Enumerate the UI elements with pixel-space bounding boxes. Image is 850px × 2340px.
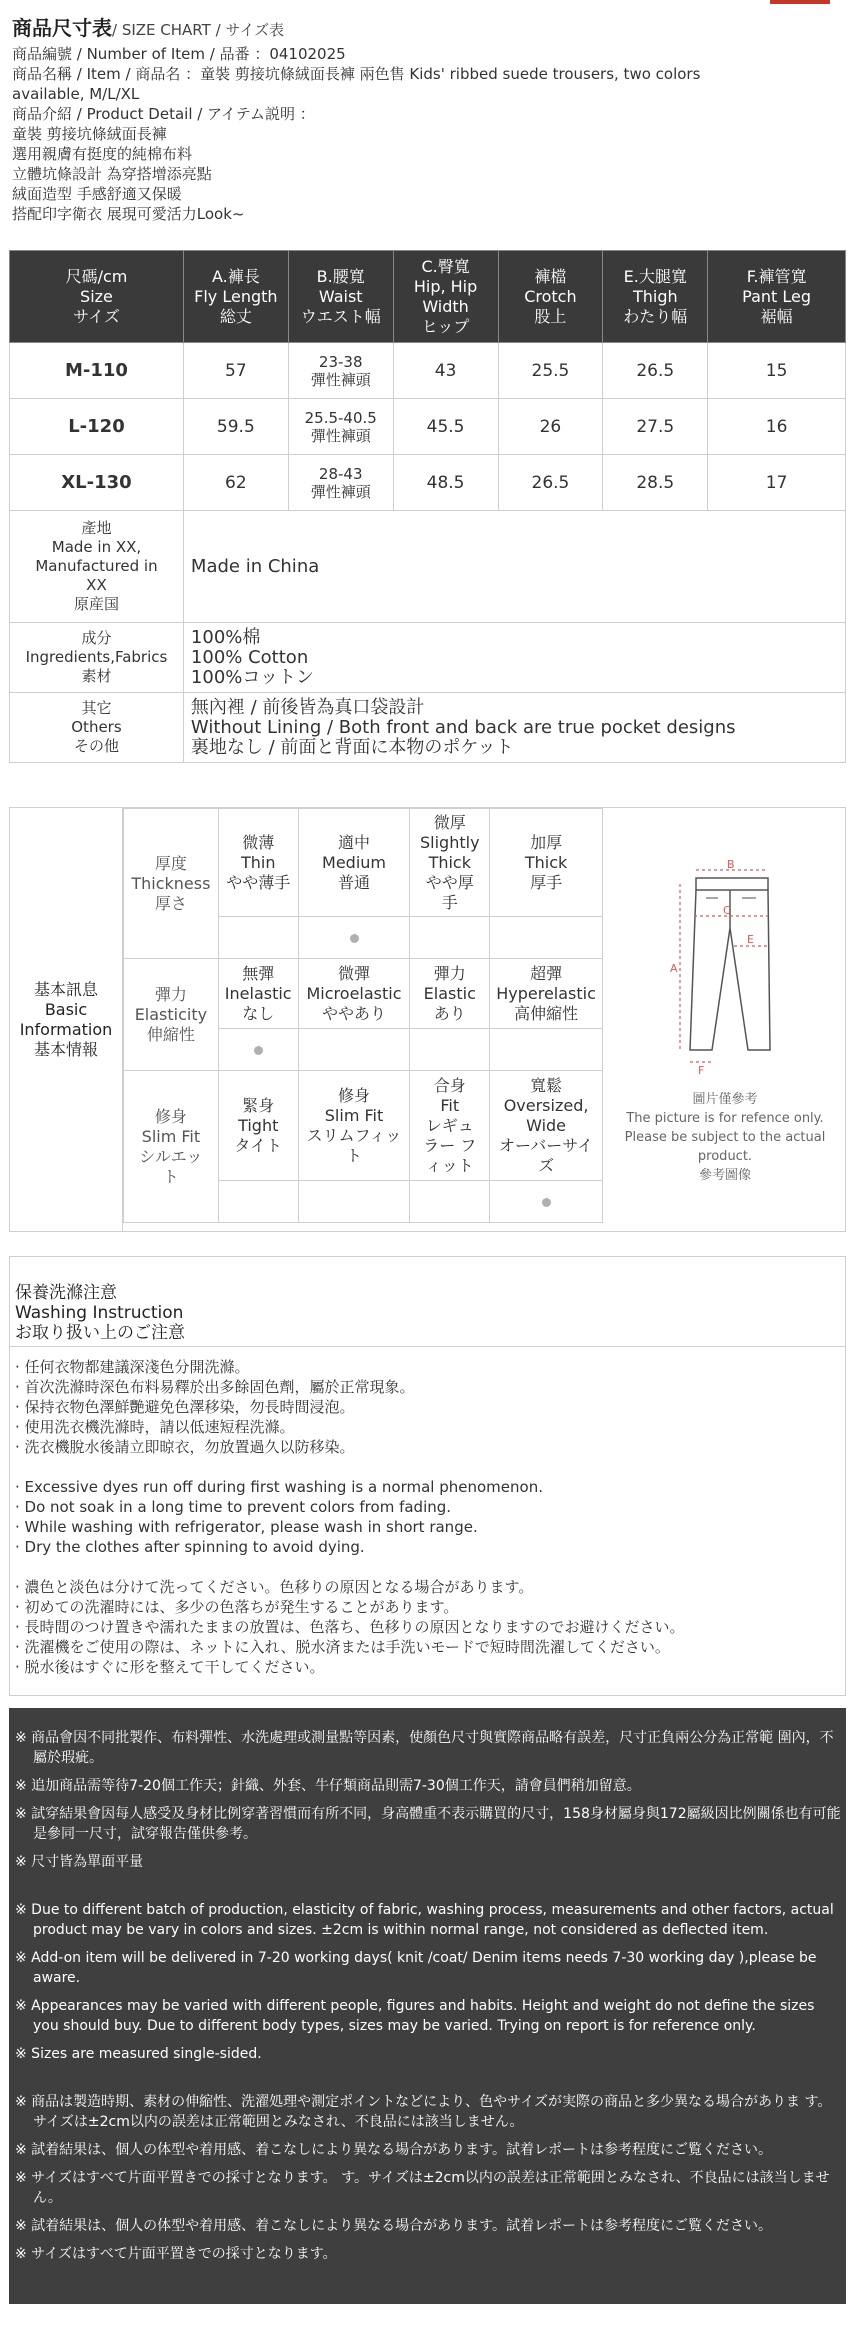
info-line: available, M/L/XL — [12, 85, 140, 103]
diagram-letter-b: B — [727, 858, 735, 871]
title-en: / SIZE CHART / サイズ表 — [112, 21, 285, 39]
info-line: 童裝 剪接坑條絨面長褲 — [12, 125, 167, 143]
length-cell: 57 — [183, 343, 288, 399]
info-line: 商品編號 / Number of Item / 品番 ：04102025 — [12, 45, 346, 63]
wash-line: · 使用洗衣機洗滌時，請以低速短程洗滌。 — [15, 1418, 295, 1436]
fit-dot-cell — [218, 1181, 298, 1223]
col-header-hip: C.臀寬 Hip, Hip Width ヒップ — [393, 251, 498, 343]
col-header-size: 尺碼/cm Size サイズ — [10, 251, 184, 343]
wash-line: · 保持衣物色澤鮮艷避免色澤移染，勿長時間浸泡。 — [15, 1398, 355, 1416]
origin-row — [10, 511, 846, 623]
col-header-thigh: E.大腿寬 Thigh わたり幅 — [603, 251, 708, 343]
elasticity-label: 彈力 Elasticity 伸縮性 — [124, 959, 219, 1071]
elasticity-dot-cell — [410, 1029, 490, 1071]
elasticity-option-elastic: 彈力 Elastic あり — [410, 959, 490, 1029]
corner-tab — [770, 0, 830, 4]
thickness-label: 厚度 Thickness 厚さ — [124, 809, 219, 959]
others-value: 無內裡 / 前後皆為真口袋設計 Without Lining / Both front and back are true pocket designs 裏地なし / 前面と背面に本物のポケット — [183, 693, 845, 763]
col-header-leg: F.褲管寬 Pant Leg 裾幅 — [708, 251, 846, 343]
elasticity-dot-cell — [490, 1029, 603, 1071]
thickness-option-slightly-thick: 微厚 Slightly Thick やや厚 手 — [410, 809, 490, 917]
attribute-table — [123, 808, 603, 1223]
waist-cell: 23-38 彈性褲頭 — [288, 343, 393, 399]
diagram-letter-f: F — [698, 1064, 705, 1077]
wash-line: · 洗衣機脫水後請立即晾衣，勿放置過久以防移染。 — [15, 1438, 355, 1456]
table-row — [10, 343, 846, 399]
diagram-letter-a: A — [670, 962, 678, 975]
note-item: ※ 追加商品需等待7-20個工作天；針織、外套、牛仔類商品則需7-30個工作天，請會員們稍加留意。 — [15, 1778, 641, 1794]
thigh-cell: 28.5 — [603, 455, 708, 511]
origin-value: Made in China — [183, 511, 845, 623]
fit-dot-cell — [410, 1181, 490, 1223]
wash-line: · 首次洗滌時深色布料易釋於出多餘固色劑，屬於正常現象。 — [15, 1378, 415, 1396]
diagram-letter-e: E — [747, 933, 754, 946]
elasticity-row — [124, 959, 603, 1029]
hip-cell: 43 — [393, 343, 498, 399]
wash-line: · 初めての洗濯時には、多少の色落ちが発生することがあります。 — [15, 1598, 459, 1616]
crotch-cell: 25.5 — [498, 343, 603, 399]
diagram-caption: 圖片僅參考 The picture is for refence only. Please be subject to the actual product. 參考圖像 — [624, 1092, 826, 1183]
elasticity-option-hyper: 超彈 Hyperelastic 高伸縮性 — [490, 959, 603, 1029]
info-line: 商品名稱 / Item / 商品名 ：童裝 剪接坑條絨面長褲 兩色售 Kids' ribbed suede trousers, two colors — [12, 65, 701, 83]
fit-dot-cell — [490, 1181, 603, 1223]
fit-option-slim: 修身 Slim Fit スリムフィッ ト — [298, 1071, 410, 1181]
note-item: ※ サイズはすべて片面平置きでの採寸となります。 す。サイズは±2cm以内の誤差は正常範囲とみなされ、不良品には該当しません。 — [15, 2170, 830, 2206]
fit-label: 修身 Slim Fit シルエッ ト — [124, 1071, 219, 1223]
elasticity-option-inelastic: 無彈 Inelastic なし — [218, 959, 298, 1029]
info-line: 絨面造型 手感舒適又保暖 — [12, 185, 182, 203]
wash-line: · Excessive dyes run off during first washing is a normal phenomenon. — [15, 1478, 543, 1496]
thickness-option-thin: 微薄 Thin やや薄手 — [218, 809, 298, 917]
thickness-dot-cell — [218, 917, 298, 959]
elasticity-dot-cell — [218, 1029, 298, 1071]
note-item: ※ Add-on item will be delivered in 7-20 working days( knit /coat/ Denim items needs 7-30 working day ),please be aware. — [15, 1950, 817, 1986]
note-item: ※ サイズはすべて片面平置きでの採寸となります。 — [15, 2246, 337, 2262]
diagram-letter-c: C — [723, 904, 731, 917]
product-info — [12, 44, 838, 224]
wash-line: · Dry the clothes after spinning to avoid dying. — [15, 1538, 365, 1556]
washing-instructions — [10, 1347, 845, 1677]
others-label: 其它 Others その他 — [10, 693, 184, 763]
fit-option-fit: 合身 Fit レギュ ラー フ ィット — [410, 1071, 490, 1181]
thickness-dot-cell — [410, 917, 490, 959]
col-header-crotch: 褲檔 Crotch 股上 — [498, 251, 603, 343]
elasticity-dot-cell — [298, 1029, 410, 1071]
fit-row — [124, 1071, 603, 1181]
washing-title: 保養洗滌注意 Washing Instruction お取り扱い上のご注意 — [10, 1257, 845, 1347]
wash-line: · While washing with refrigerator, please wash in short range. — [15, 1518, 478, 1536]
waist-cell: 25.5-40.5 彈性褲頭 — [288, 399, 393, 455]
selected-dot — [350, 934, 359, 943]
others-row — [10, 693, 846, 763]
header — [0, 0, 850, 224]
fit-option-tight: 緊身 Tight タイト — [218, 1071, 298, 1181]
table-header-row — [10, 251, 846, 343]
ingredients-row — [10, 623, 846, 693]
ingredients-label: 成分 Ingredients,Fabrics 素材 — [10, 623, 184, 693]
waist-cell: 28-43 彈性褲頭 — [288, 455, 393, 511]
fit-dot-cell — [298, 1181, 410, 1223]
selected-dot — [254, 1046, 263, 1055]
col-header-length: A.褲長 Fly Length 総丈 — [183, 251, 288, 343]
thickness-option-medium: 適中 Medium 普通 — [298, 809, 410, 917]
fit-option-oversized: 寬鬆 Oversized, Wide オーバーサイ ズ — [490, 1071, 603, 1181]
info-line: 商品介紹 / Product Detail / アイテム説明 ： — [12, 105, 315, 123]
leg-cell: 17 — [708, 455, 846, 511]
length-cell: 62 — [183, 455, 288, 511]
notes-section — [9, 1708, 846, 2304]
note-item: ※ 試穿結果會因每人感受及身材比例穿著習慣而有所不同，身高體重不表示購買的尺寸，158身材屬身與172屬級因比例關係也有可能是參同一尺寸，試穿報告僅供參考。 — [15, 1806, 841, 1842]
page-title — [12, 16, 838, 42]
col-header-waist: B.腰寬 Waist ウエスト幅 — [288, 251, 393, 343]
basic-info-label: 基本訊息 Basic Information 基本情報 — [10, 808, 123, 1231]
table-row — [10, 399, 846, 455]
note-item: ※ Sizes are measured single-sided. — [15, 2046, 262, 2062]
ingredients-value: 100%棉 100% Cotton 100%コットン — [183, 623, 845, 693]
note-item: ※ 商品會因不同批製作、布料彈性、水洗處理或測量點等因素，使顏色尺寸與實際商品略有誤差，尺寸正負兩公分為正常範 圍內，不屬於瑕疵。 — [15, 1730, 834, 1766]
size-cell: L-120 — [10, 399, 184, 455]
info-line: 立體坑條設計 為穿搭增添亮點 — [12, 165, 212, 183]
thickness-dot-cell — [298, 917, 410, 959]
size-cell: XL-130 — [10, 455, 184, 511]
origin-label: 產地 Made in XX, Manufactured in XX 原産国 — [10, 511, 184, 623]
leg-cell: 15 — [708, 343, 846, 399]
wash-line: · 濃色と淡色は分けて洗ってください。色移りの原因となる場合があります。 — [15, 1578, 534, 1596]
wash-line: · 洗濯機をご使用の際は、ネットに入れ、脱水済または手洗いモードで短時間洗濯してください。 — [15, 1638, 670, 1656]
info-line: 選用親膚有挺度的純棉布料 — [12, 145, 193, 163]
size-chart-table — [9, 250, 846, 763]
wash-line: · Do not soak in a long time to prevent colors from fading. — [15, 1498, 452, 1516]
size-cell: M-110 — [10, 343, 184, 399]
title-zh: 商品尺寸表 — [12, 16, 112, 40]
leg-cell: 16 — [708, 399, 846, 455]
length-cell: 59.5 — [183, 399, 288, 455]
wash-line: · 長時間のつけ置きや濡れたままの放置は、色落ち、色移りの原因となりますのでお避けください。 — [15, 1618, 685, 1636]
crotch-cell: 26 — [498, 399, 603, 455]
washing-section — [9, 1256, 846, 1696]
thickness-dot-cell — [490, 917, 603, 959]
note-item: ※ Due to different batch of production, elasticity of fabric, washing process, measurements and other factors, actual product may be vary in colors and sizes. ±2cm is within normal range, not considered as deflected item. — [15, 1902, 834, 1938]
thickness-option-thick: 加厚 Thick 厚手 — [490, 809, 603, 917]
note-item: ※ 尺寸皆為單面平量 — [15, 1854, 144, 1870]
thickness-row — [124, 809, 603, 917]
hip-cell: 48.5 — [393, 455, 498, 511]
wash-line: · 任何衣物都建議深淺色分開洗滌。 — [15, 1358, 250, 1376]
note-item: ※ 試着結果は、個人の体型や着用感、着こなしにより異なる場合があります。試着レポートは参考程度にご覧ください。 — [15, 2218, 773, 2234]
basic-info-section — [9, 807, 846, 1232]
table-row — [10, 455, 846, 511]
wash-line: · 脱水後はすぐに形を整えて干してください。 — [15, 1658, 325, 1676]
hip-cell: 45.5 — [393, 399, 498, 455]
note-item: ※ 試着結果は、個人の体型や着用感、着こなしにより異なる場合があります。試着レポートは参考程度にご覧ください。 — [15, 2142, 773, 2158]
crotch-cell: 26.5 — [498, 455, 603, 511]
note-item: ※ Appearances may be varied with different people, figures and habits. Height and weight do not define the sizes you should buy. Due to different body types, sizes may be varied. Trying on report is for reference only. — [15, 1998, 815, 2034]
selected-dot — [542, 1198, 551, 1207]
info-line: 搭配印字衛衣 展現可愛活力Look~ — [12, 205, 245, 223]
thigh-cell: 26.5 — [603, 343, 708, 399]
note-item: ※ 商品は製造時期、素材の伸縮性、洗濯処理や測定ポイントなどにより、色やサイズが実際の商品と多少異なる場合がありま す。サイズは±2cm以内の誤差は正常範囲とみなされ、不良品には該当しません。 — [15, 2094, 832, 2130]
thigh-cell: 27.5 — [603, 399, 708, 455]
elasticity-option-micro: 微彈 Microelastic ややあり — [298, 959, 410, 1029]
